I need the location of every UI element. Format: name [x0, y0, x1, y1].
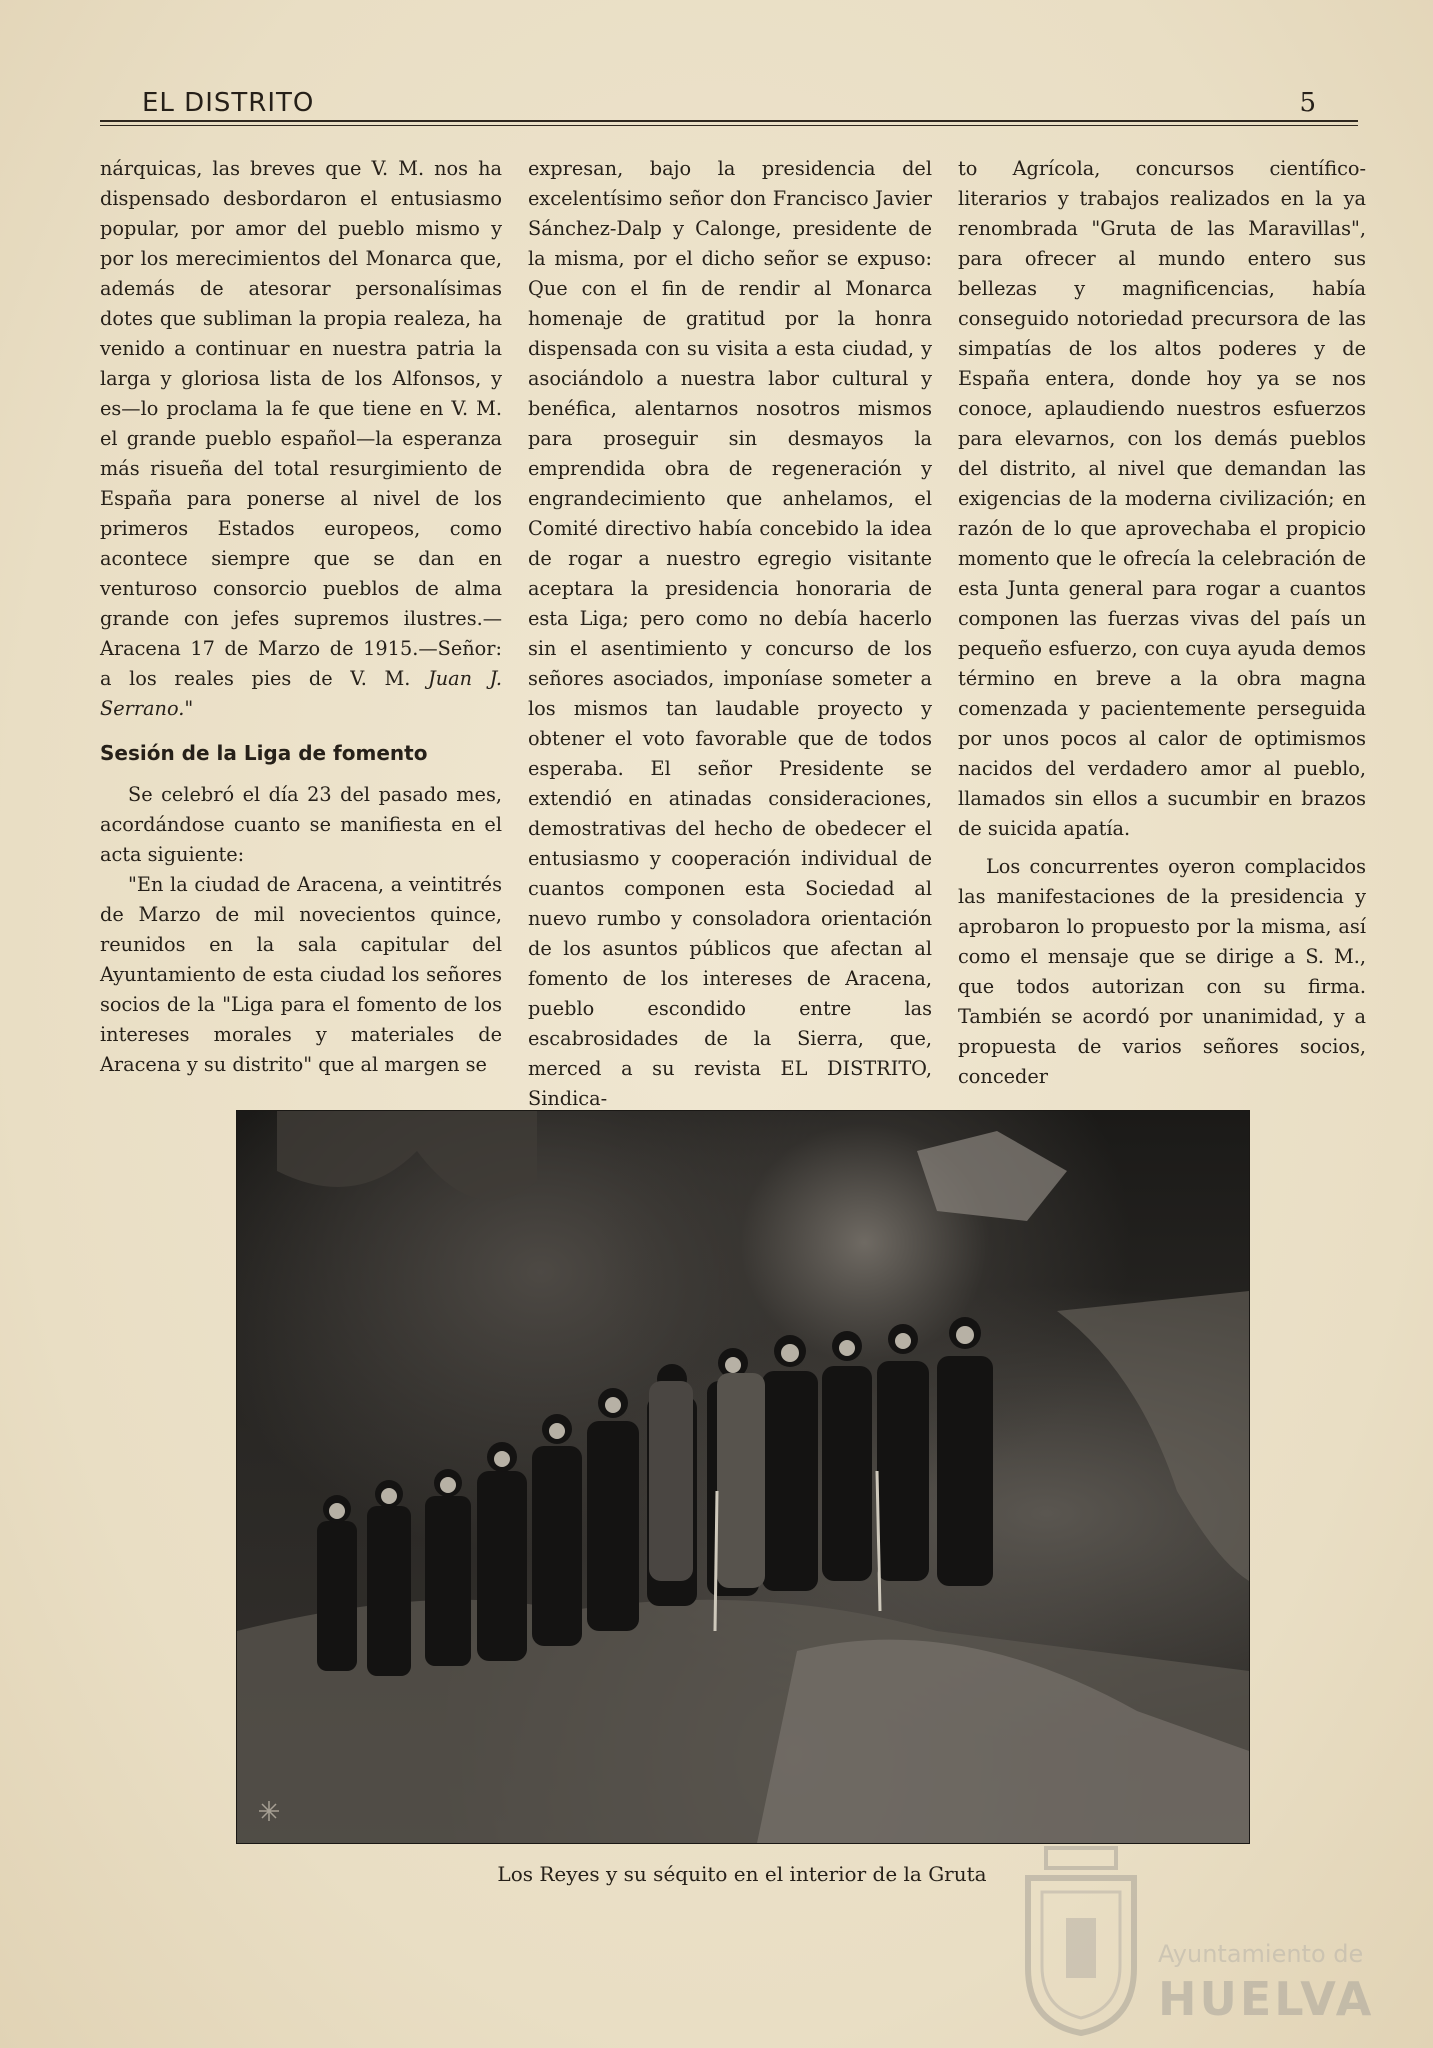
- column-2: [528, 154, 932, 1114]
- column-3: [958, 154, 1366, 1092]
- column-3-paragraph-1: to Agrícola, concursos científico-literarios y trabajos realizados en la ya renombrada "Gruta de las Maravillas", para ofrecer al mundo entero sus bellezas y magnificencias, había conseguido notoriedad precursora de las simpatías de los altos poderes y de España entera, donde hoy ya se nos conoce, aplaudiendo nuestros esfuerzos para elevarnos, con los demás pueblos del distrito, al nivel que demandan las exigencias de la moderna civilización; en razón de lo que aprovechaba el propicio momento que le ofrecía la celebración de esta Junta general para rogar a cuantos componen las fuerzas vivas del país un pequeño esfuerzo, con cuya ayuda demos término en breve a la obra magna comenzada y pacientemente perseguida por unos pocos al calor de optimismos nacidos del verdadero amor al pueblo, llamados sin ellos a sucumbir en brazos de suicida apatía.: [958, 157, 1366, 840]
- header-rule-top: [100, 120, 1358, 122]
- archive-watermark: [1010, 1838, 1375, 2038]
- watermark-line-1: Ayuntamiento de: [1158, 1940, 1364, 1968]
- column-1: [100, 154, 502, 1080]
- column-2-paragraph-1: expresan, bajo la presidencia del excelentísimo señor don Francisco Javier Sánchez-Dalp y Calonge, presidente de la misma, por el dicho señor se expuso: Que con el fin de rendir al Monarca homenaje de gratitud por la honra dispensada con su visita a esta ciudad, y asociándolo a nuestra labor cultural y benéfica, alentarnos nosotros mismos para proseguir sin desmayos la emprendida obra de regeneración y engrandecimiento que anhelamos, el Comité directivo había concebido la idea de rogar a nuestro egregio visitante aceptara la presidencia honoraria de esta Liga; pero como no debía hacerlo sin el asentimiento y concurso de los señores asociados, imponíase someter a los mismos tan laudable proyecto y obtener el voto favorable que de todos esperaba. El señor Presidente se extendió en atinadas consideraciones, demostrativas del hecho de obedecer el entusiasmo y cooperación individual de cuantos componen esta Sociedad al nuevo rumbo y consoladora orientación de los asuntos públicos que afectan al fomento de los intereses de Aracena, pueblo escondido entre las escabrosidades de la Sierra, que, merced a su revista EL DISTRITO, Sindica-: [528, 157, 932, 1110]
- column-1-paragraph-3: "En la ciudad de Aracena, a veintitrés de Marzo de mil novecientos quince, reunidos en la sala capitular del Ayuntamiento de esta ciudad los señores socios de la "Liga para el fomento de los intereses morales y materiales de Aracena y su distrito" que al margen se: [100, 873, 502, 1076]
- header-rule-bottom: [100, 125, 1358, 126]
- page-number: 5: [1299, 88, 1316, 118]
- column-3-paragraph-2: Los concurrentes oyeron complacidos las manifestaciones de la presidencia y aprobaron lo propuesto por la misma, así como el mensaje que se dirige a S. M., que todos autorizan con su firma. También se acordó por unanimidad, y a propuesta de varios señores socios, conceder: [958, 855, 1366, 1088]
- photo-caption: Los Reyes y su séquito en el interior de la Gruta: [497, 1862, 987, 1886]
- column-1-paragraph-2: Se celebró el día 23 del pasado mes, acordándose cuanto se manifiesta en el acta siguiente:: [100, 783, 502, 866]
- huelva-shield-icon: [1016, 1838, 1146, 2038]
- column-1-paragraph-1: nárquicas, las breves que V. M. nos ha dispensado desbordaron el entusiasmo popular, por amor del pueblo mismo y por los merecimientos del Monarca que, además de atesorar personalísimas dotes que subliman la propia realeza, ha venido a continuar en nuestra patria la larga y gloriosa lista de los Alfonsos, y es—lo proclama la fe que tiene en V. M. el grande pueblo español—la esperanza más risueña del total resurgimiento de España para ponerse al nivel de los primeros Estados europeos, como acontece siempre que se dan en venturoso consorcio pueblos de alma grande con jefes supremos ilustres.—Aracena 17 de Marzo de 1915.—Señor: a los reales pies de V. M. Juan J. Serrano.": [100, 157, 502, 720]
- watermark-line-2: HUELVA: [1158, 1972, 1375, 2026]
- publication-title: EL DISTRITO: [142, 88, 315, 118]
- signature: Juan J. Serrano.": [100, 667, 502, 720]
- page-header: [100, 88, 1358, 128]
- section-heading: Sesión de la Liga de fomento: [100, 741, 428, 765]
- cave-photograph: [236, 1110, 1250, 1844]
- photo-illustration: [237, 1111, 1249, 1843]
